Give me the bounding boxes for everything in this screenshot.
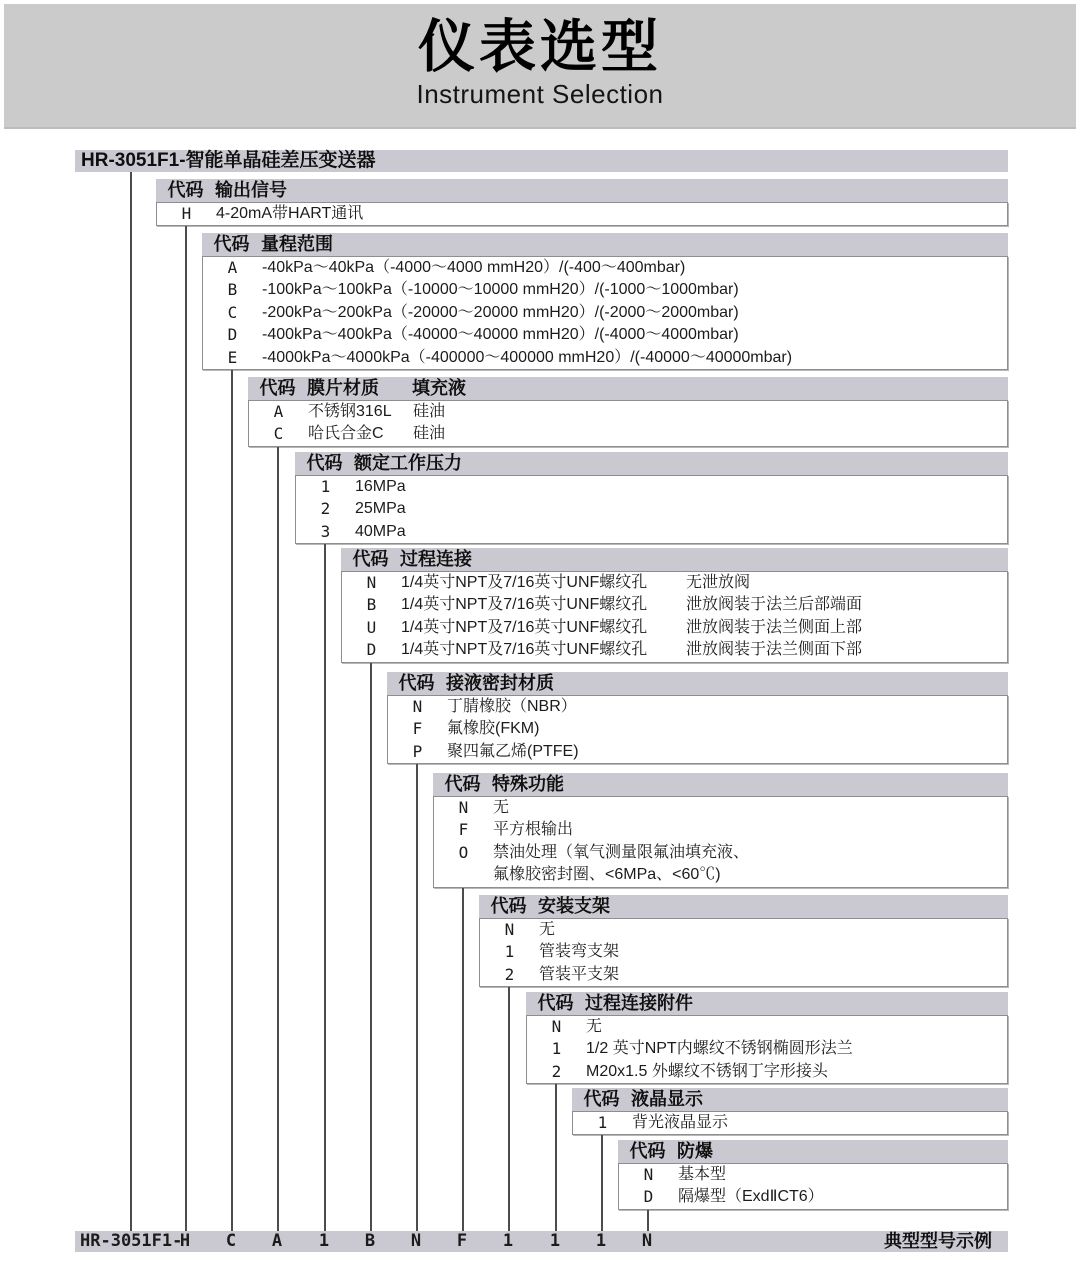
connector-line [231, 370, 233, 1231]
option-description-2: 无泄放阀 [686, 574, 751, 591]
code-column-label: 代码 [583, 1089, 620, 1109]
option-description: 1/4英寸NPT及7/16英寸UNF螺纹孔 [401, 641, 648, 659]
table-header [526, 992, 1008, 1015]
connector-line [508, 987, 510, 1231]
selection-table [526, 992, 1008, 1084]
option-description: 16MPa [355, 478, 406, 495]
table-row [434, 819, 1007, 841]
selection-table [618, 1140, 1008, 1210]
option-code [434, 864, 493, 886]
connector-line [185, 226, 187, 1231]
table-body [433, 796, 1008, 888]
option-description: 管装弯支架 [539, 943, 620, 961]
table-row [388, 696, 1007, 718]
example-bar-label: 典型型号示例 [884, 1231, 992, 1251]
example-code: H [179, 1231, 191, 1251]
example-model-prefix: HR-3051F1- [80, 1231, 183, 1251]
option-description: 无 [539, 921, 556, 938]
option-code: B [227, 280, 238, 300]
table-row [619, 1164, 1007, 1186]
option-code: P [412, 741, 423, 761]
example-code: 1 [595, 1231, 607, 1251]
connector-line [601, 1135, 603, 1231]
table-title-2: 填充液 [412, 378, 466, 398]
example-code: 1 [502, 1231, 514, 1251]
table-row [388, 718, 1007, 740]
table-row [203, 347, 1007, 369]
table-title: 额定工作压力 [354, 453, 462, 473]
option-description: 氟橡胶密封圈、<6MPa、<60℃) [493, 866, 721, 884]
example-code: 1 [318, 1231, 330, 1251]
option-description: 1/2 英寸NPT内螺纹不锈钢椭圆形法兰 [586, 1040, 853, 1058]
example-code: N [641, 1231, 653, 1251]
table-header [202, 233, 1008, 256]
table-body [479, 918, 1008, 987]
product-header-bar: HR-3051F1-智能单晶硅差压变送器 [75, 150, 1008, 172]
option-code: 1 [551, 1039, 562, 1059]
option-code: O [458, 842, 469, 862]
option-code: 1 [597, 1113, 608, 1132]
code-column-label: 代码 [629, 1141, 666, 1161]
option-description: -100kPa～100kPa（-10000～10000 mmH20）/(-1000～1000mbar) [262, 281, 739, 299]
table-row [619, 1186, 1007, 1208]
selection-table [479, 895, 1008, 987]
table-body [156, 202, 1008, 226]
option-code: N [551, 1017, 562, 1036]
table-title: 液晶显示 [631, 1089, 703, 1109]
option-code: B [366, 595, 377, 615]
table-header [479, 895, 1008, 918]
code-column-label: 代码 [398, 673, 435, 693]
connector-line [277, 447, 279, 1231]
table-row [203, 257, 1007, 279]
table-body [387, 695, 1008, 764]
table-title: 输出信号 [215, 180, 287, 200]
option-code: N [412, 697, 423, 716]
option-description: -4000kPa～4000kPa（-400000～400000 mmH20）/(-40000～40000mbar) [262, 348, 793, 366]
option-description-2: 硅油 [413, 403, 446, 420]
option-description: 氟橡胶(FKM) [447, 720, 540, 738]
table-body [618, 1163, 1008, 1210]
code-column-label: 代码 [259, 378, 296, 398]
table-title: 过程连接附件 [585, 993, 693, 1013]
example-code: A [271, 1231, 283, 1251]
table-row [434, 797, 1007, 819]
option-code: N [643, 1165, 654, 1184]
table-row [342, 639, 1007, 661]
title-banner [4, 4, 1076, 129]
option-description: 不锈钢316L [308, 403, 392, 420]
option-description: 1/4英寸NPT及7/16英寸UNF螺纹孔 [401, 618, 648, 636]
option-code: A [227, 258, 238, 277]
option-description: M20x1.5 外螺纹不锈钢丁字形接头 [586, 1062, 828, 1080]
table-row [342, 572, 1007, 594]
table-row [203, 324, 1007, 346]
table-title: 特殊功能 [492, 774, 564, 794]
table-row [527, 1016, 1007, 1038]
option-description-2: 泄放阀装于法兰侧面上部 [686, 618, 863, 636]
table-header [156, 179, 1008, 202]
option-code: E [227, 347, 238, 367]
connector-line [555, 1084, 557, 1231]
option-description: 40MPa [355, 522, 406, 540]
option-code: 2 [551, 1061, 562, 1081]
option-description: 1/4英寸NPT及7/16英寸UNF螺纹孔 [401, 596, 648, 614]
option-description-2: 泄放阀装于法兰侧面下部 [686, 641, 863, 659]
option-description: -400kPa～400kPa（-40000～40000 mmH20）/(-4000～4000mbar) [262, 326, 739, 344]
option-description: 丁腈橡胶（NBR） [447, 698, 577, 715]
table-row [203, 279, 1007, 301]
table-body [572, 1111, 1008, 1135]
table-title: 过程连接 [400, 549, 472, 569]
table-row [342, 594, 1007, 616]
selection-table [202, 233, 1008, 370]
selection-table [387, 672, 1008, 764]
selection-table [156, 179, 1008, 226]
option-description: 无 [586, 1018, 603, 1035]
table-body [526, 1015, 1008, 1084]
option-code: 1 [320, 477, 331, 496]
example-code: 1 [549, 1231, 561, 1251]
table-body [341, 571, 1008, 663]
example-code: C [225, 1231, 237, 1251]
option-code: N [458, 798, 469, 817]
option-description: 隔爆型（ExdⅡCT6） [678, 1188, 824, 1206]
table-row [480, 964, 1007, 986]
table-row [249, 401, 1007, 423]
table-row [480, 941, 1007, 963]
option-description: 无 [493, 799, 510, 816]
selection-table [341, 548, 1008, 663]
option-description-2: 泄放阀装于法兰后部端面 [686, 596, 863, 614]
option-code: 2 [504, 964, 515, 984]
table-header [618, 1140, 1008, 1163]
table-row [157, 203, 1007, 225]
connector-line [370, 663, 372, 1231]
option-description: -40kPa～40kPa（-4000～4000 mmH20）/(-400～400mbar) [262, 259, 686, 276]
table-body [202, 256, 1008, 370]
table-row [573, 1112, 1007, 1134]
code-column-label: 代码 [306, 453, 343, 473]
table-row [388, 741, 1007, 763]
option-code: H [181, 204, 192, 223]
table-row [527, 1061, 1007, 1083]
table-row [527, 1038, 1007, 1060]
option-code: F [458, 820, 469, 840]
table-row [296, 498, 1007, 520]
connector-line [324, 544, 326, 1231]
option-description: 1/4英寸NPT及7/16英寸UNF螺纹孔 [401, 574, 648, 591]
connector-line [462, 888, 464, 1231]
table-title: 接液密封材质 [446, 673, 554, 693]
option-code: 2 [320, 499, 331, 519]
selection-table [295, 452, 1008, 544]
selection-table [248, 377, 1008, 447]
option-code: 3 [320, 521, 331, 541]
option-description: 基本型 [678, 1166, 727, 1183]
connector-line [416, 764, 418, 1231]
table-header [295, 452, 1008, 475]
table-row [203, 302, 1007, 324]
table-header [248, 377, 1008, 400]
table-title: 安装支架 [538, 896, 610, 916]
code-column-label: 代码 [444, 774, 481, 794]
option-code: C [227, 302, 238, 322]
option-code: D [366, 640, 377, 660]
table-title: 量程范围 [261, 234, 333, 254]
option-code: 1 [504, 942, 515, 962]
table-title: 防爆 [677, 1141, 713, 1161]
option-code: D [227, 325, 238, 345]
example-code: F [456, 1231, 468, 1251]
table-header [572, 1088, 1008, 1111]
page-subtitle: Instrument Selection [416, 78, 664, 109]
connector-line [647, 1210, 649, 1231]
option-description: 25MPa [355, 500, 406, 518]
code-column-label: 代码 [537, 993, 574, 1013]
option-code: N [366, 573, 377, 592]
option-description: 平方根输出 [493, 821, 574, 839]
option-description: 禁油处理（氧气测量限氟油填充液、 [493, 843, 750, 861]
option-description: 管装平支架 [539, 965, 620, 983]
table-row [296, 521, 1007, 543]
table-row [249, 423, 1007, 445]
table-header [433, 773, 1008, 796]
option-description-2: 硅油 [413, 425, 446, 443]
option-description: 哈氏合金C [308, 425, 384, 443]
table-body [295, 475, 1008, 544]
option-code: N [504, 920, 515, 939]
example-code: B [364, 1231, 376, 1251]
table-body [248, 400, 1008, 447]
code-column-label: 代码 [167, 180, 204, 200]
option-code: D [643, 1187, 654, 1207]
option-description: 4-20mA带HART通讯 [216, 205, 364, 222]
code-column-label: 代码 [352, 549, 389, 569]
connector-line [130, 172, 132, 1231]
code-column-label: 代码 [490, 896, 527, 916]
table-row [296, 476, 1007, 498]
selection-table [572, 1088, 1008, 1135]
example-model-bar [75, 1231, 1008, 1252]
table-header [387, 672, 1008, 695]
table-row [342, 617, 1007, 639]
option-code: U [366, 617, 377, 637]
selection-table [433, 773, 1008, 888]
page-title: 仪表选型 [418, 15, 662, 79]
option-code: A [273, 402, 284, 421]
code-column-label: 代码 [213, 234, 250, 254]
example-code: N [410, 1231, 422, 1251]
table-row [434, 842, 1007, 864]
option-code: F [412, 719, 423, 739]
table-row [480, 919, 1007, 941]
option-description: 背光液晶显示 [632, 1114, 729, 1131]
option-description: -200kPa～200kPa（-20000～20000 mmH20）/(-2000～2000mbar) [262, 303, 739, 321]
option-description: 聚四氟乙烯(PTFE) [447, 742, 579, 760]
table-row [434, 864, 1007, 886]
option-code: C [273, 424, 284, 444]
table-header [341, 548, 1008, 571]
table-title: 膜片材质 [307, 378, 379, 398]
